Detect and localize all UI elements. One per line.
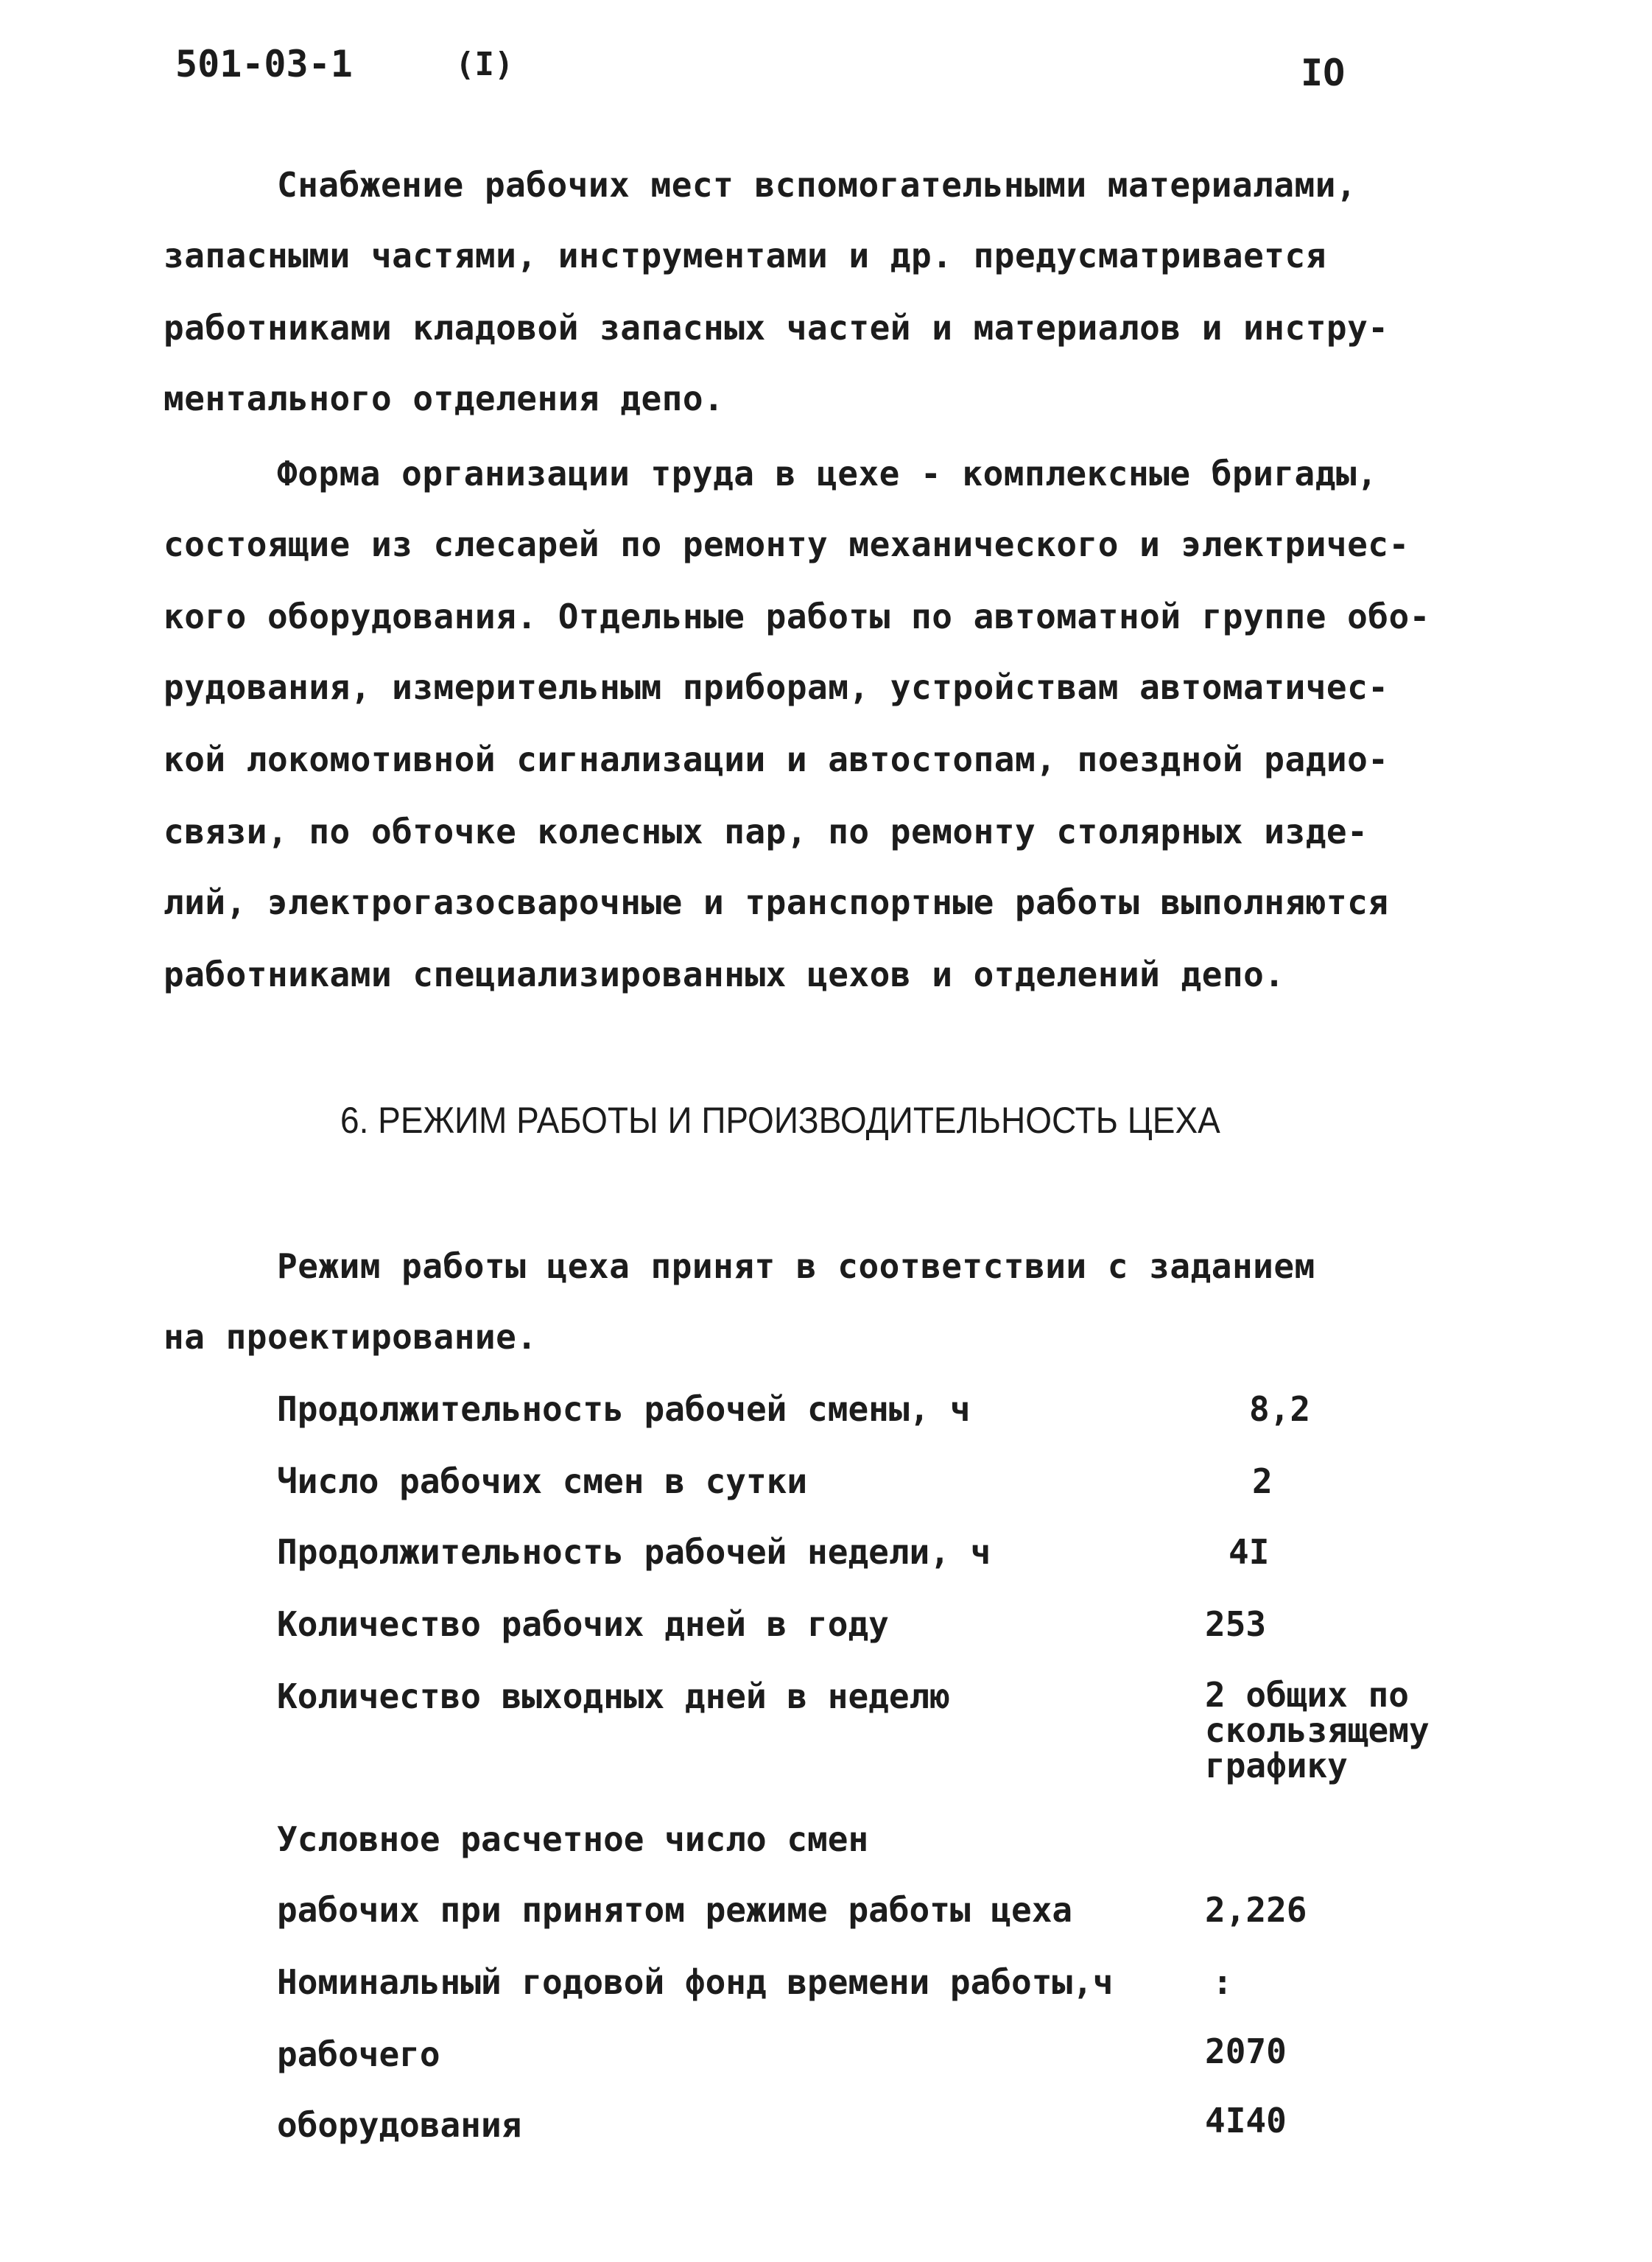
parameter-value: : <box>1212 1962 1233 2002</box>
parameter-value: 2 <box>1252 1461 1273 1501</box>
parameter-label: Число рабочих смен в сутки <box>277 1461 808 1501</box>
parameter-label: Продолжительность рабочей смены, ч <box>277 1389 971 1429</box>
paragraph-2-line: кого оборудования. Отдельные работы по автоматной группе обо- <box>164 597 1430 636</box>
parameter-label: оборудования <box>277 2105 522 2145</box>
parameter-value: 4I <box>1229 1532 1270 1572</box>
paragraph-1-line: работниками кладовой запасных частей и материалов и инстру- <box>164 308 1389 348</box>
parameter-value: 2070 <box>1205 2031 1287 2071</box>
paragraph-2-line: лий, электрогазосварочные и транспортные работы выполняются <box>164 882 1389 922</box>
parameter-label: Продолжительность рабочей недели, ч <box>277 1532 991 1572</box>
paragraph-2-line: состоящие из слесарей по ремонту механического и электричес- <box>164 524 1410 564</box>
paragraph-1-line: Снабжение рабочих мест вспомогательными материалами, <box>277 165 1357 205</box>
parameter-label: рабочих при принятом режиме работы цеха <box>277 1890 1073 1930</box>
parameter-value: 8,2 <box>1249 1389 1311 1429</box>
paragraph-1-line: ментального отделения депо. <box>164 379 725 418</box>
parameter-value-line: графику <box>1205 1746 1348 1785</box>
parameter-label: Количество выходных дней в неделю <box>277 1676 950 1716</box>
parameter-value-line: скользящему <box>1205 1710 1430 1750</box>
paragraph-2-line: кой локомотивной сигнализации и автостопам, поездной радио- <box>164 740 1389 779</box>
paragraph-2-line: рудования, измерительным приборам, устройствам автоматичес- <box>164 667 1389 707</box>
intro-line: Режим работы цеха принят в соответствии с заданием <box>277 1246 1315 1286</box>
intro-line: на проектирование. <box>164 1317 538 1357</box>
document-code: 501-03-1 <box>175 43 353 85</box>
paragraph-2-line: связи, по обточке колесных пар, по ремонту столярных изде- <box>164 812 1368 851</box>
parameter-value: 253 <box>1205 1604 1267 1644</box>
parameter-label: рабочего <box>277 2034 440 2074</box>
parameter-label: Номинальный годовой фонд времени работы,ч <box>277 1962 1114 2002</box>
paragraph-1-line: запасными частями, инструментами и др. предусматривается <box>164 236 1326 275</box>
parameter-label: Условное расчетное число смен <box>277 1819 869 1859</box>
parameter-value: 2,226 <box>1205 1890 1307 1930</box>
page-number: IO <box>1301 52 1346 94</box>
paragraph-2-line: работниками специализированных цехов и отделений депо. <box>164 955 1285 994</box>
parameter-value-line: 2 общих по <box>1205 1675 1409 1715</box>
section-heading: 6. РЕЖИМ РАБОТЫ И ПРОИЗВОДИТЕЛЬНОСТЬ ЦЕХА <box>340 1100 1220 1141</box>
document-part: (I) <box>455 46 514 83</box>
paragraph-2-line: Форма организации труда в цехе - комплексные бригады, <box>277 454 1378 494</box>
parameter-value: 4I40 <box>1205 2101 1287 2140</box>
parameter-label: Количество рабочих дней в году <box>277 1604 889 1644</box>
